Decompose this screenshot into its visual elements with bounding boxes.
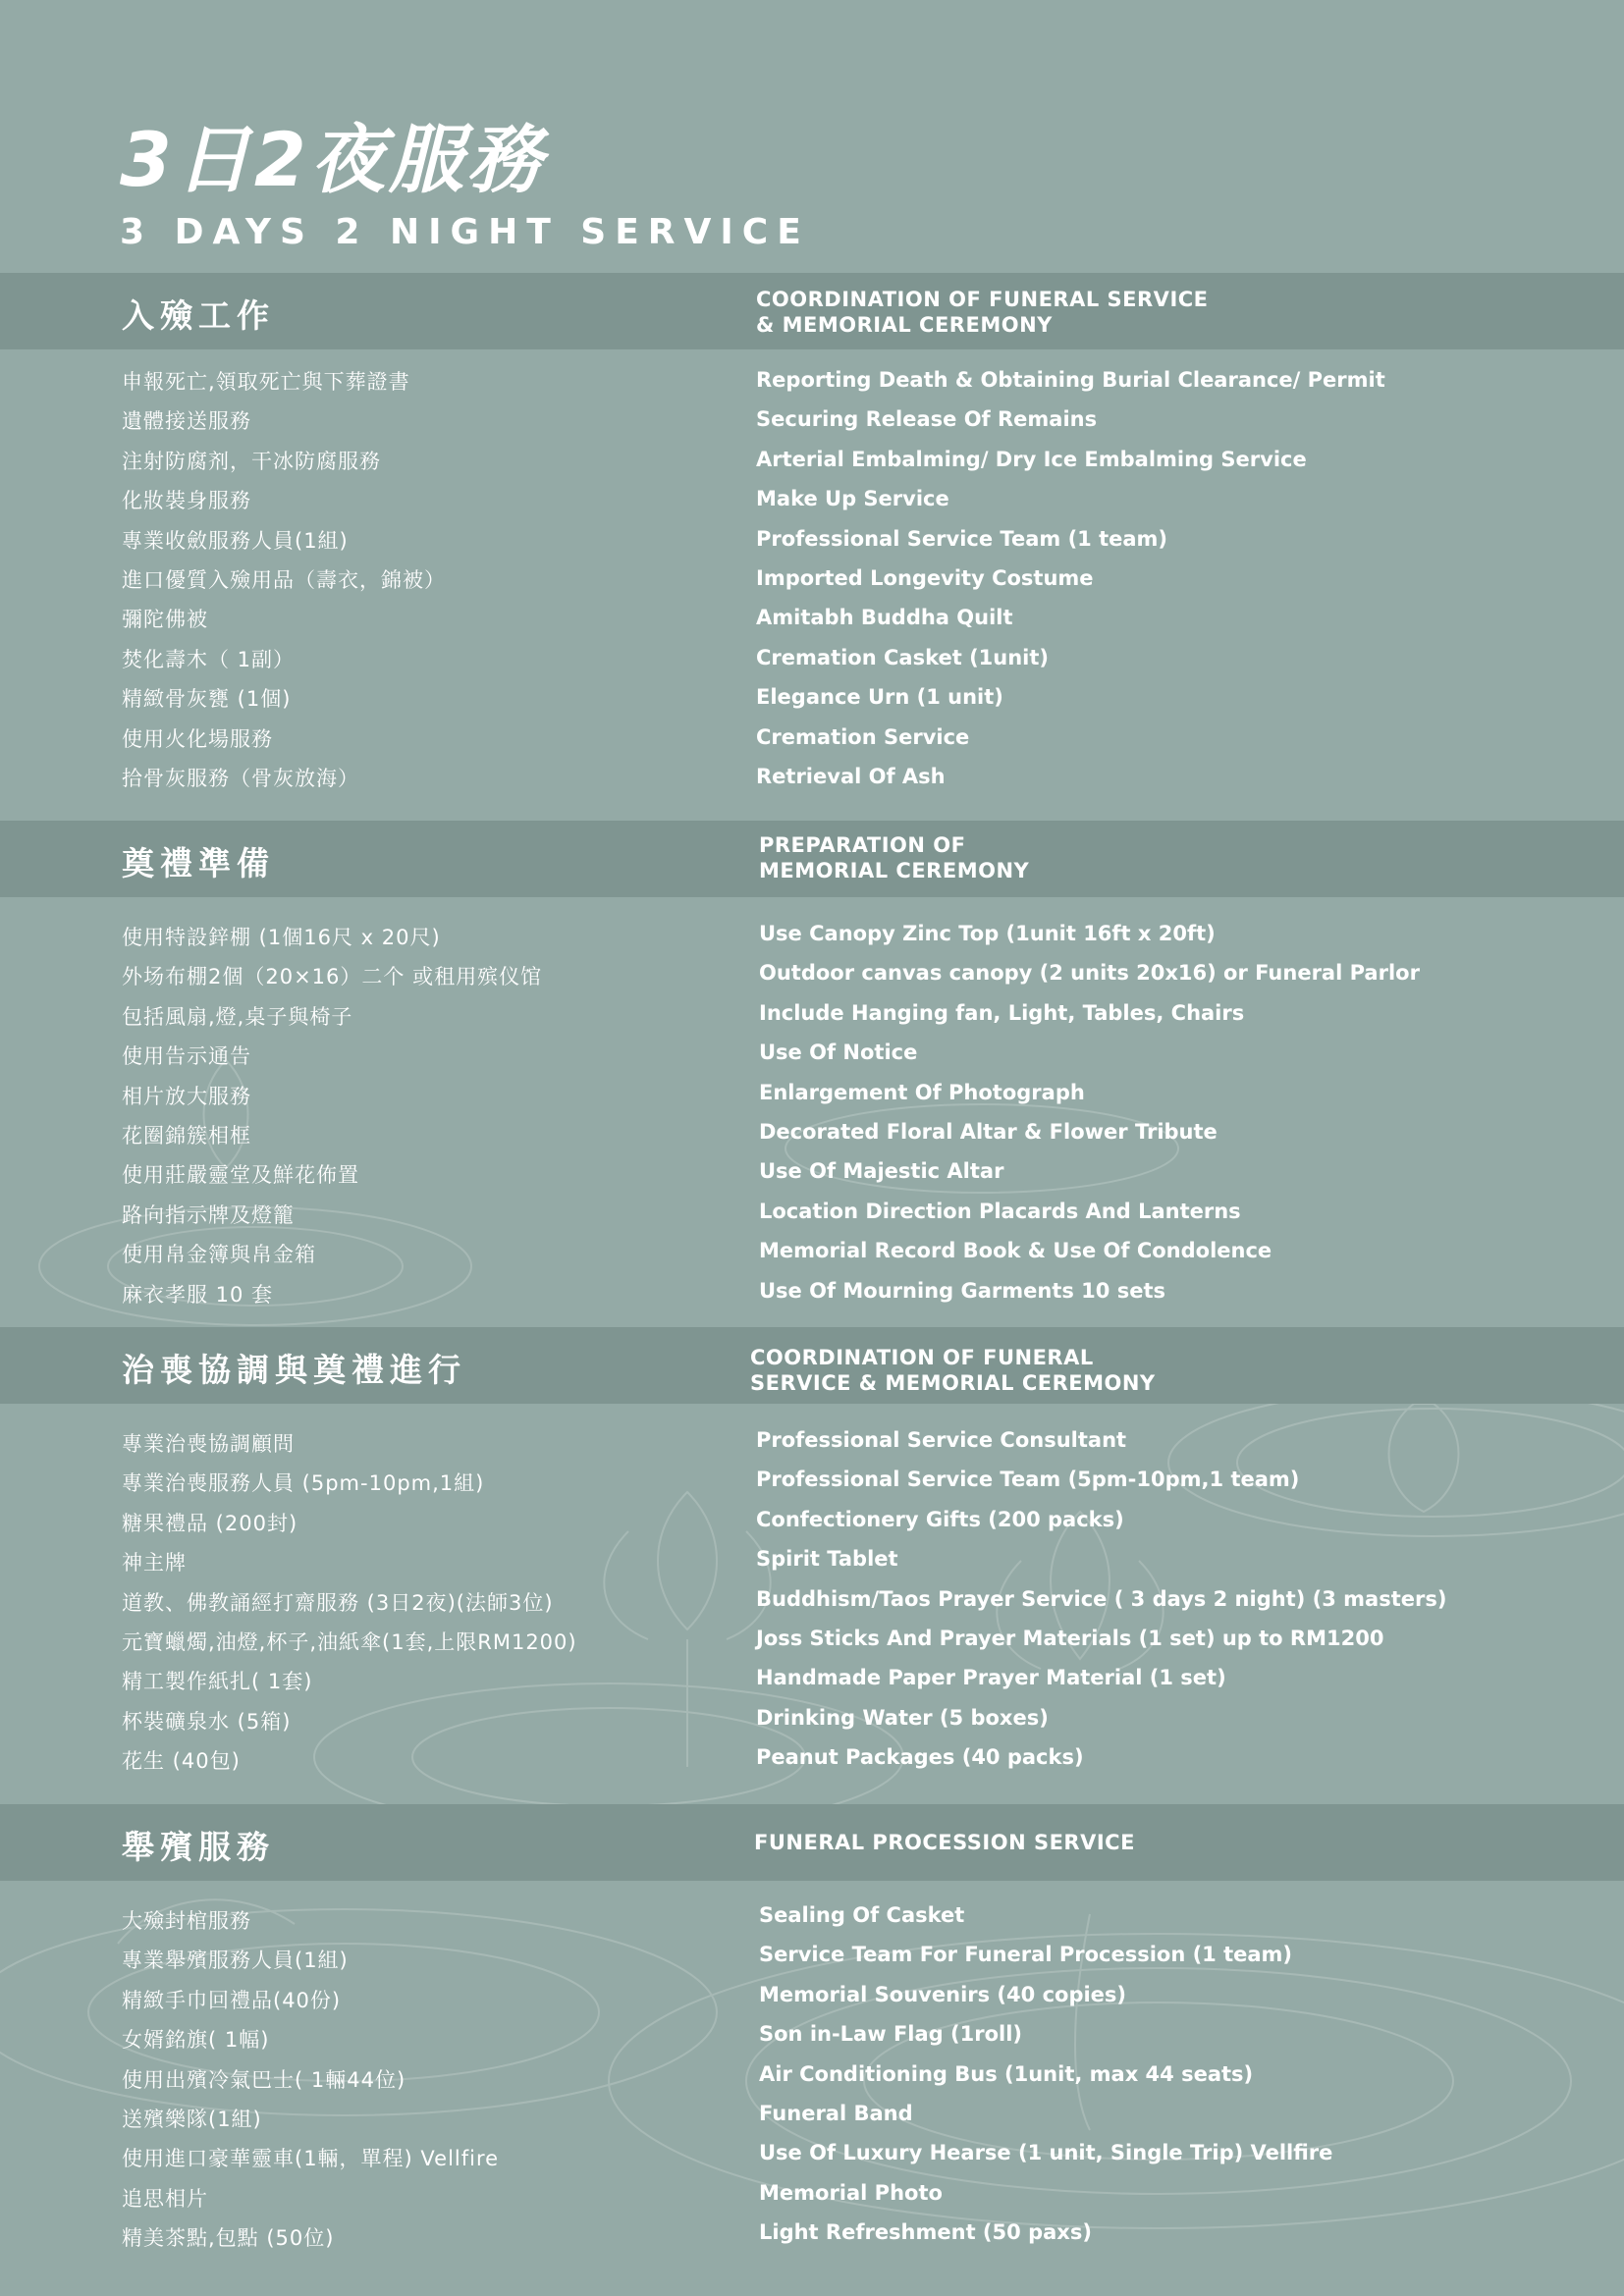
list-item: 使用莊嚴靈堂及鮮花佈置 bbox=[122, 1163, 359, 1188]
section-header-preparation bbox=[0, 821, 1624, 897]
english-item-list bbox=[756, 365, 1385, 801]
list-item: Use Of Majestic Altar bbox=[759, 1159, 1004, 1184]
list-item: 包括風扇,燈,桌子與椅子 bbox=[122, 1004, 353, 1029]
section-title-english: COORDINATION OF FUNERAL SERVICE & MEMORIAL CEREMONY bbox=[750, 1346, 1156, 1395]
list-item: 麻衣孝服 10 套 bbox=[122, 1282, 274, 1307]
list-item: 化妝裝身服務 bbox=[122, 489, 251, 513]
list-item: Handmade Paper Prayer Material (1 set) bbox=[756, 1666, 1226, 1690]
list-item: Funeral Band bbox=[759, 2101, 913, 2125]
list-item: 精美茶點,包點 (50位) bbox=[122, 2226, 335, 2251]
list-item: 專業舉殯服務人員(1組) bbox=[122, 1949, 349, 1973]
list-item: Elegance Urn (1 unit) bbox=[756, 685, 1003, 710]
list-item: Outdoor canvas canopy (2 units 20x16) or Funeral Parlor bbox=[759, 961, 1420, 986]
list-item: 申報死亡,領取死亡與下葬證書 bbox=[122, 370, 410, 394]
list-item: 專業治喪協調顧問 bbox=[122, 1432, 295, 1456]
list-item: 使用火化場服務 bbox=[122, 726, 273, 751]
list-item: Buddhism/Taos Prayer Service ( 3 days 2 night) (3 masters) bbox=[756, 1586, 1447, 1611]
list-item: Son in-Law Flag (1roll) bbox=[759, 2022, 1022, 2047]
list-item: Sealing Of Casket bbox=[759, 1903, 965, 1927]
list-item: 追思相片 bbox=[122, 2186, 208, 2211]
section-title-chinese: 入殮工作 bbox=[122, 296, 275, 335]
list-item: Light Refreshment (50 paxs) bbox=[759, 2220, 1092, 2245]
list-item: 花生 (40包) bbox=[122, 1749, 241, 1774]
page-header bbox=[120, 116, 810, 252]
section-title-chinese: 治喪協調與奠禮進行 bbox=[122, 1351, 466, 1389]
list-item: Professional Service Consultant bbox=[756, 1428, 1127, 1452]
list-item: 彌陀佛被 bbox=[122, 608, 208, 632]
list-item: Enlargement Of Photograph bbox=[759, 1080, 1085, 1104]
chinese-item-list bbox=[122, 923, 542, 1319]
list-item: 使用告示通告 bbox=[122, 1044, 251, 1069]
list-item: Include Hanging fan, Light, Tables, Chairs bbox=[759, 1000, 1245, 1025]
list-item: Retrieval Of Ash bbox=[756, 764, 946, 788]
list-item: Use Of Mourning Garments 10 sets bbox=[759, 1278, 1165, 1303]
list-item: 糖果禮品 (200封) bbox=[122, 1511, 298, 1535]
section-header-procession bbox=[0, 1804, 1624, 1881]
list-item: 大殮封棺服務 bbox=[122, 1909, 251, 1933]
list-item: Imported Longevity Costume bbox=[756, 565, 1094, 590]
list-item: 專業收斂服務人員(1組) bbox=[122, 528, 349, 553]
list-item: 神主牌 bbox=[122, 1551, 187, 1575]
list-item: 精工製作紙扎( 1套) bbox=[122, 1670, 313, 1694]
list-item: Make Up Service bbox=[756, 487, 949, 511]
list-item: Use Canopy Zinc Top (1unit 16ft x 20ft) bbox=[759, 922, 1216, 945]
english-item-list bbox=[759, 919, 1420, 1315]
page-title-chinese: 3日2夜服務 bbox=[120, 116, 546, 203]
list-item: 使用帛金簿與帛金箱 bbox=[122, 1243, 316, 1267]
list-item: 注射防腐剂，干冰防腐服務 bbox=[122, 449, 381, 473]
list-item: 元寶蠟燭,油燈,杯子,油紙傘(1套,上限RM1200) bbox=[122, 1629, 577, 1654]
page-title-english: 3 DAYS 2 NIGHT SERVICE bbox=[120, 212, 810, 252]
list-item: Air Conditioning Bus (1unit, max 44 seats) bbox=[759, 2061, 1254, 2086]
list-item: Use Of Luxury Hearse (1 unit, Single Trip) Vellfire bbox=[759, 2141, 1333, 2165]
list-item: Reporting Death & Obtaining Burial Clearance/ Permit bbox=[756, 368, 1385, 392]
list-item: 使用特設鋅棚 (1個16尺 x 20尺) bbox=[122, 926, 441, 949]
list-item: 相片放大服務 bbox=[122, 1084, 251, 1108]
section-title-english: FUNERAL PROCESSION SERVICE bbox=[754, 1831, 1135, 1854]
list-item: Securing Release Of Remains bbox=[756, 407, 1098, 432]
list-item: Cremation Service bbox=[756, 724, 970, 749]
list-item: 女婿銘旗( 1幅) bbox=[122, 2028, 270, 2053]
list-item: 精緻骨灰甕 (1個) bbox=[122, 687, 292, 712]
chinese-item-list bbox=[122, 1429, 577, 1787]
list-item: 外场布棚2個（20×16）二个 或租用殡仪馆 bbox=[122, 965, 543, 989]
list-item: 精緻手巾回禮品(40份) bbox=[122, 1988, 342, 2012]
list-item: Service Team For Funeral Procession (1 team) bbox=[759, 1943, 1293, 1967]
section-title-chinese: 奠禮準備 bbox=[122, 844, 275, 882]
list-item: Confectionery Gifts (200 packs) bbox=[756, 1507, 1124, 1531]
chinese-item-list bbox=[122, 1906, 499, 2264]
list-item: Use Of Notice bbox=[759, 1041, 918, 1065]
list-item: 送殯樂隊(1組) bbox=[122, 2107, 262, 2131]
list-item: 使用進口豪華靈車(1輛，單程) Vellfire bbox=[122, 2147, 500, 2171]
english-item-list bbox=[756, 1425, 1446, 1783]
list-item: Memorial Souvenirs (40 copies) bbox=[759, 1982, 1127, 2006]
list-item: Peanut Packages (40 packs) bbox=[756, 1745, 1084, 1770]
list-item: 拾骨灰服務（骨灰放海） bbox=[122, 766, 359, 790]
list-item: 路向指示牌及燈籠 bbox=[122, 1202, 295, 1227]
list-item: Memorial Record Book & Use Of Condolence bbox=[759, 1239, 1272, 1263]
section-title-english: COORDINATION OF FUNERAL SERVICE & MEMORIAL CEREMONY bbox=[756, 288, 1209, 337]
list-item: Professional Service Team (5pm-10pm,1 team) bbox=[756, 1468, 1300, 1492]
list-item: Location Direction Placards And Lanterns bbox=[759, 1199, 1241, 1223]
list-item: Joss Sticks And Prayer Materials (1 set) up to RM1200 bbox=[756, 1626, 1384, 1650]
list-item: Arterial Embalming/ Dry Ice Embalming Service bbox=[756, 447, 1307, 471]
list-item: 遺體接送服務 bbox=[122, 409, 251, 434]
section-title-english: PREPARATION OF MEMORIAL CEREMONY bbox=[759, 833, 1030, 882]
list-item: 道教、佛教誦經打齋服務 (3日2夜)(法師3位) bbox=[122, 1590, 554, 1615]
list-item: 焚化壽木（ 1副） bbox=[122, 647, 296, 671]
english-item-list bbox=[759, 1900, 1332, 2258]
list-item: Amitabh Buddha Quilt bbox=[756, 606, 1013, 630]
list-item: 進口優質入殮用品（壽衣，錦被） bbox=[122, 567, 446, 592]
chinese-item-list bbox=[122, 367, 446, 803]
section-title-chinese: 舉殯服務 bbox=[122, 1828, 275, 1866]
section-header-coordination bbox=[0, 273, 1624, 349]
list-item: 專業治喪服務人員 (5pm-10pm,1組) bbox=[122, 1471, 485, 1496]
section-header-ceremony bbox=[0, 1327, 1624, 1404]
list-item: Spirit Tablet bbox=[756, 1547, 898, 1572]
list-item: Decorated Floral Altar & Flower Tribute bbox=[759, 1119, 1218, 1144]
list-item: 花圈錦簇相框 bbox=[122, 1123, 251, 1148]
list-item: Cremation Casket (1unit) bbox=[756, 645, 1050, 669]
list-item: 杯裝礦泉水 (5箱) bbox=[122, 1709, 292, 1734]
list-item: 使用出殯冷氣巴士( 1輛44位) bbox=[122, 2067, 406, 2092]
list-item: Professional Service Team (1 team) bbox=[756, 526, 1168, 551]
list-item: Memorial Photo bbox=[759, 2180, 943, 2205]
list-item: Drinking Water (5 boxes) bbox=[756, 1705, 1049, 1730]
